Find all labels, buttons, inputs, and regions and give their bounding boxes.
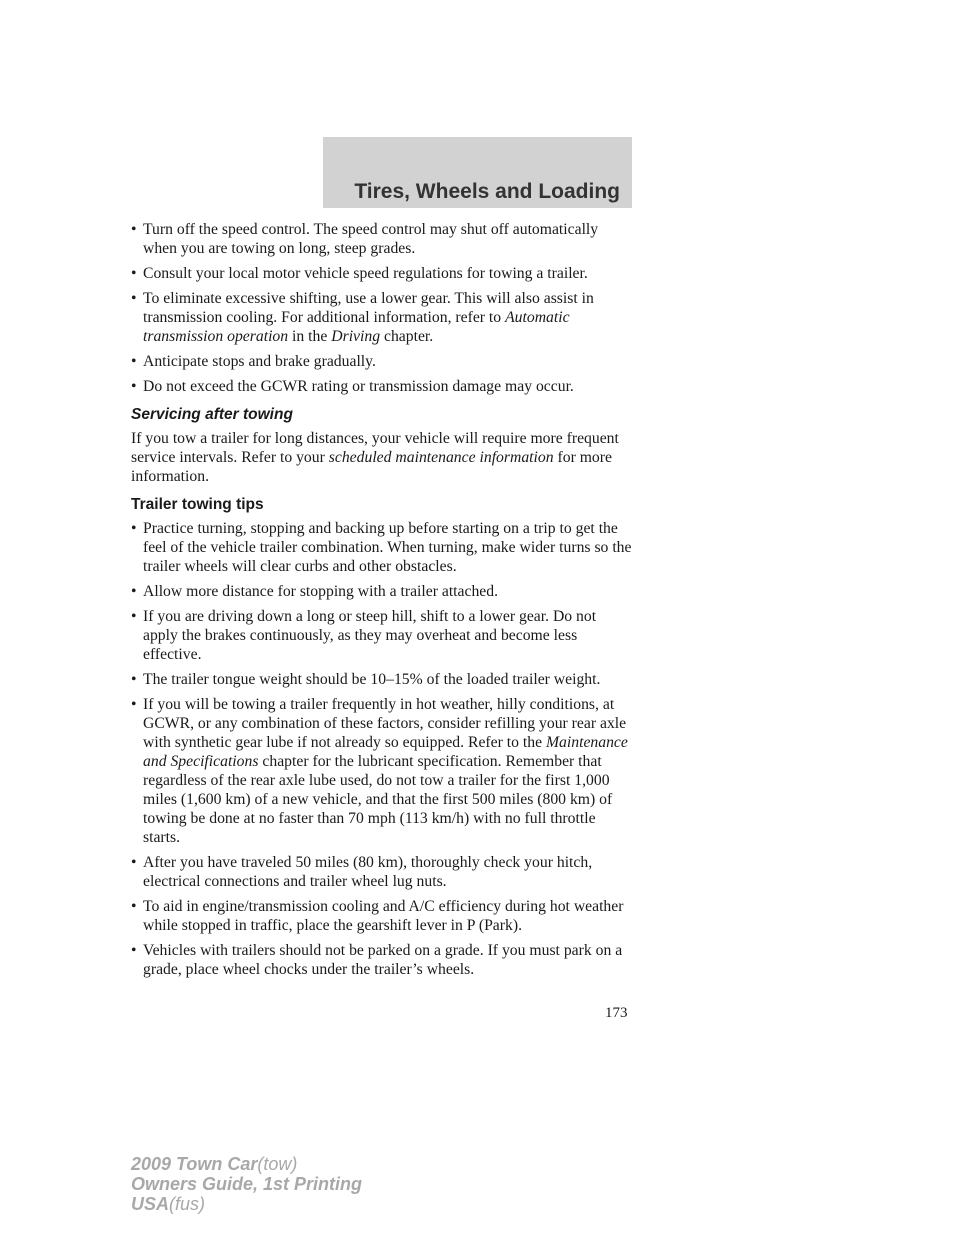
towing-list <box>131 220 634 396</box>
footer <box>131 1154 362 1214</box>
list-item: • After you have traveled 50 miles (80 km), thoroughly check your hitch, electrical connections and trailer wheel lug nuts. <box>131 853 634 891</box>
list-item: • Turn off the speed control. The speed control may shut off automatically when you are towing on long, steep grades. <box>131 220 634 258</box>
paragraph: If you tow a trailer for long distances, your vehicle will require more frequent service intervals. Refer to your scheduled maintenance information for more information. <box>131 430 619 485</box>
list-item: • Allow more distance for stopping with a trailer attached. <box>131 582 634 601</box>
cross-reference: scheduled maintenance information <box>328 449 554 466</box>
list-item: • If you are driving down a long or steep hill, shift to a lower gear. Do not apply the brakes continuously, as they may overheat and become less effective. <box>131 607 634 664</box>
section-heading: Trailer towing tips <box>131 496 264 513</box>
tips-list <box>131 519 634 979</box>
list-item: • To aid in engine/transmission cooling and A/C efficiency during hot weather while stopped in traffic, place the gearshift lever in P (Park). <box>131 897 634 935</box>
footer-line: Owners Guide, 1st Printing <box>131 1174 363 1194</box>
section-title: Tires, Wheels and Loading <box>354 180 620 203</box>
section-heading: Servicing after towing <box>131 406 293 423</box>
list-item: • Vehicles with trailers should not be parked on a grade. If you must park on a grade, place wheel chocks under the trailer’s wheels. <box>131 941 634 979</box>
cross-reference: Maintenance and Specifications <box>143 734 628 770</box>
list-item: • To eliminate excessive shifting, use a lower gear. This will also assist in transmission cooling. For additional information, refer to Automatic transmission operation in the Driving chapter. <box>131 289 634 346</box>
list-item: • If you will be towing a trailer frequently in hot weather, hilly conditions, at GCWR, or any combination of these factors, consider refilling your rear axle with synthetic gear lube if not already so equipped. Refer to the Maintenance and Specifications chapter for the lubricant specification. Remember that regardless of the rear axle lube used, do not tow a trailer for the first 1,000 miles (1,600 km) of a new vehicle, and that the first 500 miles (800 km) of towing be done at no faster than 70 mph (113 km/h) with no full throttle starts. <box>131 695 634 847</box>
list-item: • Consult your local motor vehicle speed regulations for towing a trailer. <box>131 264 634 283</box>
cross-reference: Driving <box>331 328 381 345</box>
section-header-band <box>323 137 632 208</box>
page-content <box>131 220 634 985</box>
list-item: • Anticipate stops and brake gradually. <box>131 352 634 371</box>
footer-line: 2009 Town Car(tow) <box>131 1154 298 1174</box>
list-item: • Do not exceed the GCWR rating or transmission damage may occur. <box>131 377 634 396</box>
list-item: • Practice turning, stopping and backing up before starting on a trip to get the feel of the vehicle trailer combination. When turning, make wider turns so the trailer wheels will clear curbs and other obstacles. <box>131 519 634 576</box>
page-number: 173 <box>605 1005 628 1021</box>
cross-reference: Automatic transmission operation <box>143 309 570 345</box>
footer-line: USA(fus) <box>131 1194 206 1214</box>
list-item: • The trailer tongue weight should be 10–15% of the loaded trailer weight. <box>131 670 634 689</box>
